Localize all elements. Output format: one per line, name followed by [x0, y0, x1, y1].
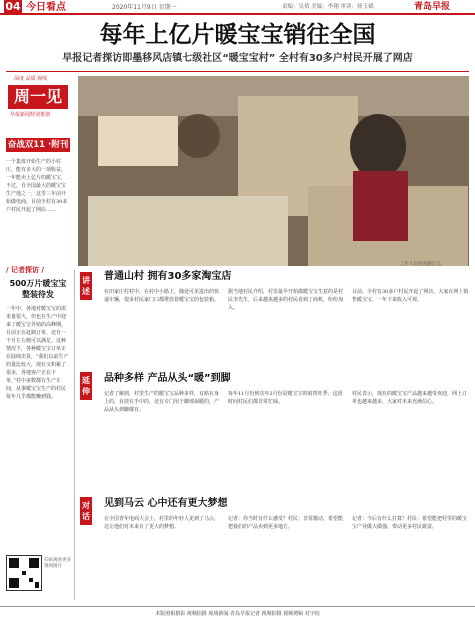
section-1-col-2: 据当地村民介绍，村里最早开始做暖宝宝生意的是村民李先生，后来越来越多的村民看到了商机，纷纷加入。 — [228, 289, 344, 311]
factory-photo — [78, 76, 469, 266]
page-number: 04 — [5, 0, 21, 13]
feature-logo — [6, 76, 70, 136]
divider — [6, 71, 469, 72]
editor-credits: 责编：吴倩 美编：李翔 审读：徐玉斌 — [282, 4, 374, 10]
masthead-bar — [0, 0, 475, 15]
sidebar-headline: 500万片暖宝宝 整装待发 — [9, 279, 67, 299]
logo-subtitle: 早报新闻特别策划 — [10, 112, 51, 118]
section-3-col-3: 记者：今后有什么打算？村民：希望能把村里的暖宝宝产业做大做强，带动更多村民致富。 — [352, 516, 468, 530]
section-1-col-3: 目前，全村有30多户村民开起了网店，大家在网上销售暖宝宝，一年下来收入可观。 — [352, 289, 469, 303]
logo-title: 周一见 — [8, 85, 68, 109]
photo-caption: 工作人员检查暖宝宝。 — [400, 262, 445, 267]
issue-date: 2020年11月9日 星期一 — [112, 4, 177, 11]
section-label-1: 讲述 — [80, 272, 92, 300]
section-label-2: 延伸 — [80, 372, 92, 400]
headline: 每年上亿片暖宝宝销往全国 — [99, 22, 376, 48]
section-2-col-1: 记者了解到，村里生产的暖宝宝品种多样，有贴在身上的，有放在手中的，还有专门用于脚部保暖的，产品从头到脚都有。 — [104, 391, 220, 413]
sidebar-title: / 记者探访 / — [6, 266, 44, 274]
section-title: 今日看点 — [26, 2, 66, 13]
section-1-title: 普通山村 拥有30多家淘宝店 — [104, 271, 232, 282]
qr-caption: 扫码观看更多现场图片 — [44, 558, 71, 569]
section-label-3: 对话 — [80, 497, 92, 525]
section-3-col-1: 在全国青年电商大会上，村里的年轻人见到了马云，这让他们对未来有了更大的梦想。 — [104, 516, 220, 530]
section-2-title: 品种多样 产品从头“暖”到脚 — [104, 373, 231, 384]
section-2-col-2: 每年11月份到次年2月份是暖宝宝的销售旺季，这段时间村民们都非常忙碌。 — [228, 391, 343, 405]
newspaper-brand: 青岛早报 — [414, 2, 451, 12]
section-1-col-1: 在田家庄村村中，在村中小路上，随处可见进出的快递车辆，很多村民家门口都堆放着暖宝宝的包装箱。 — [104, 289, 220, 303]
section-2-col-3: 村民表示，现在的暖宝宝产品越来越受欢迎，网上订单也越来越多，大家对未来充满信心。 — [352, 391, 468, 405]
logo-tagline: 深度 品质 视线 — [14, 76, 48, 82]
qr-code-icon — [7, 556, 41, 590]
lead-paragraph: 一个集体开始生产的小村庄，能有多大的一项收益，一年能卖上亿片的暖宝宝，不过，自全国最大的暖宝宝生产地之一，这里三年前开始做电商，目前全村有30多户村民开起了网店…… — [6, 159, 68, 213]
subheadline: 早报记者探访即墨移风店镇七级社区“暖宝宝村” 全村有30多户村民开展了网店 — [62, 53, 413, 64]
qr-code[interactable] — [6, 555, 42, 591]
column-divider — [74, 270, 75, 600]
campaign-label: 奋战双11 ·附刊 — [7, 140, 69, 150]
section-3-title: 见到马云 心中还有更大梦想 — [104, 498, 228, 509]
photo-credits: 本版照相摄影 视频拍摄 现场新闻·青岛早报记者 视频拍摄 视频剪辑 对字校 — [0, 606, 475, 620]
lead-photo — [78, 76, 469, 266]
section-3-col-2: 记者：你当时有什么感受？村民：非常激动，希望能把我们的产品卖到更多地方。 — [228, 516, 344, 530]
sidebar-body: 一年中，各地对暖宝宝的需求量很大，但也在生产中迎来了暖宝宝外销的高峰期。目前正在赶制订单，还有一个月左右便可以满足。这种情况下，各种暖宝宝订单正在陆续出货，“我们以前生产的量比较大，现在又积累了很多，各地客户正在下单。”村中多数都有生产车间，从事暖宝宝生产的村民每年几乎都能赚到钱。 — [6, 306, 69, 400]
